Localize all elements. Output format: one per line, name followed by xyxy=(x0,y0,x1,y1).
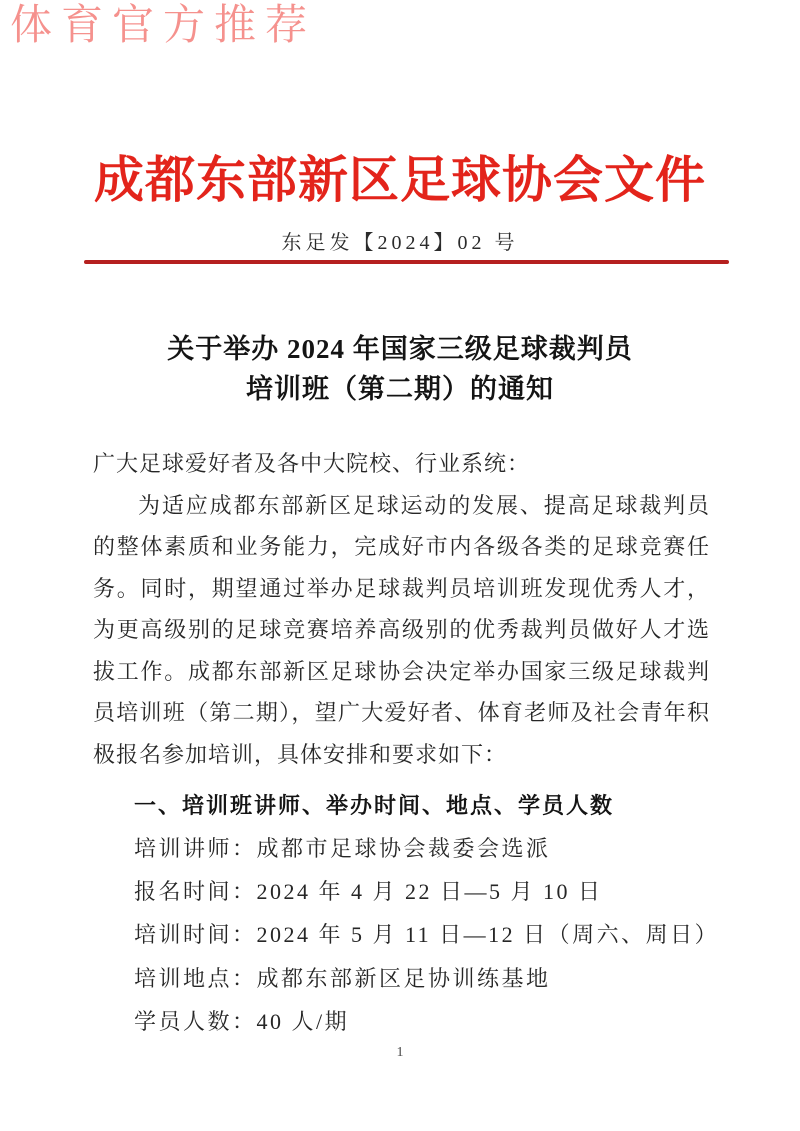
body-paragraph-line: 极报名参加培训，具体安排和要求如下： xyxy=(93,741,508,767)
detail-item-training-time: 培训时间：2024 年 5 月 11 日—12 日（周六、周日） xyxy=(134,922,720,948)
subject-title xyxy=(0,329,800,409)
body-paragraph-line: 员培训班（第二期），望广大爱好者、体育老师及社会青年积 xyxy=(93,700,710,725)
body-salutation: 广大足球爱好者及各中大院校、行业系统： xyxy=(93,451,531,476)
watermark-text: 体育官方推荐 xyxy=(10,3,317,49)
header-divider-rule xyxy=(84,260,729,264)
detail-item-training-location: 培训地点：成都东部新区足协训练基地 xyxy=(134,965,551,991)
section-heading: 一、培训班讲师、举办时间、地点、学员人数 xyxy=(134,793,615,818)
subject-title-line1: 关于举办 2024 年国家三级足球裁判员 xyxy=(167,334,633,364)
page-number: 1 xyxy=(396,1045,404,1060)
detail-item-student-count: 学员人数：40 人/期 xyxy=(134,1008,350,1034)
body-paragraph-line: 务。同时，期望通过举办足球裁判员培训班发现优秀人才， xyxy=(93,575,710,601)
document-header-title: 成都东部新区足球协会文件 xyxy=(94,152,706,208)
body-paragraph-line: 的整体素质和业务能力，完成好市内各级各类的足球竞赛任 xyxy=(93,534,710,559)
subject-title-line2: 培训班（第二期）的通知 xyxy=(246,374,554,404)
body-paragraph-line: 为适应成都东部新区足球运动的发展、提高足球裁判员 xyxy=(138,492,710,518)
detail-item-lecturer: 培训讲师：成都市足球协会裁委会选派 xyxy=(134,836,551,861)
document-body xyxy=(93,443,720,1043)
body-paragraph-line: 为更高级别的足球竞赛培养高级别的优秀裁判员做好人才选 xyxy=(93,617,710,642)
detail-item-registration-time: 报名时间：2024 年 4 月 22 日—5 月 10 日 xyxy=(134,879,603,905)
body-paragraph-line: 拔工作。成都东部新区足球协会决定举办国家三级足球裁判 xyxy=(93,658,710,684)
document-number: 东足发【2024】02 号 xyxy=(281,232,519,254)
